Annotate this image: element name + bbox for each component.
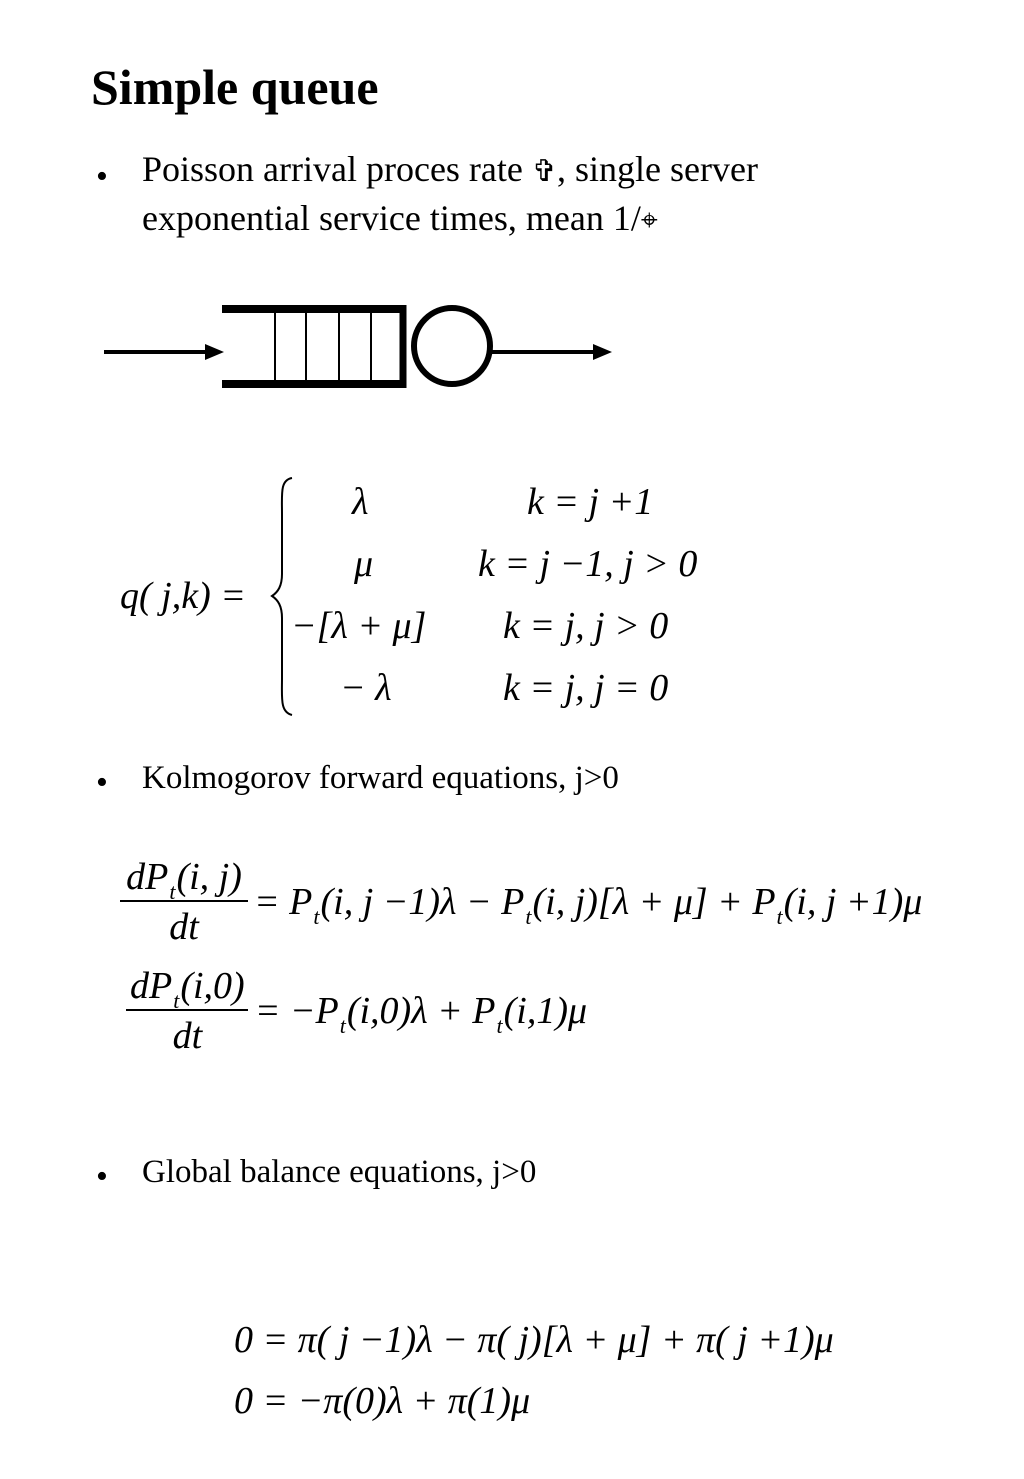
- bullet-1-text-c: exponential service times, mean 1/: [142, 198, 641, 238]
- k2-num-sub: t: [173, 988, 180, 1013]
- k1-num-d: dP: [126, 856, 169, 898]
- q-case-2-value: μ: [354, 543, 374, 585]
- k1-num-sub: t: [169, 879, 176, 904]
- q-case-3-condition: k = j, j > 0: [503, 605, 669, 647]
- bullet-1-text-b: , single server: [557, 149, 758, 189]
- k2-num-rest: (i,0): [180, 965, 245, 1007]
- k2-num-d: dP: [130, 965, 173, 1007]
- k2-r1-sub: t: [339, 1013, 346, 1038]
- crosshair-glyph-icon: ⌖: [640, 204, 658, 237]
- bullet-marker: •: [96, 158, 108, 195]
- q-case-1-value: λ: [352, 481, 369, 523]
- k2-den: dt: [126, 1009, 248, 1055]
- cross-glyph-icon: ✞: [531, 155, 558, 188]
- q-case-2-condition: k = j −1, j > 0: [478, 543, 698, 585]
- k2-r1: = −P: [254, 990, 339, 1032]
- bullet-1-text-a: Poisson arrival proces rate: [142, 149, 532, 189]
- k1-r1-sub: t: [313, 904, 320, 929]
- q-eq-lhs: q( j,k) =: [120, 575, 246, 617]
- left-brace-icon: [270, 474, 300, 719]
- q-case-4-condition: k = j, j = 0: [503, 667, 669, 709]
- q-case-1-condition: k = j +1: [527, 481, 654, 523]
- k2-r1-b: (i,0)λ + P: [346, 990, 496, 1032]
- k1-r3-sub: t: [776, 904, 783, 929]
- k2-r2-sub: t: [496, 1013, 503, 1038]
- k1-r1: = P: [254, 881, 313, 923]
- page-title: Simple queue: [91, 59, 379, 115]
- kolmogorov-eq-2: [126, 967, 587, 1055]
- kolmogorov-eq-1: [120, 858, 922, 946]
- k2-r2-b: (i,1)μ: [503, 990, 588, 1032]
- bullet-marker: •: [96, 1158, 108, 1195]
- bullet-2-text: Kolmogorov forward equations, j>0: [142, 760, 619, 796]
- queue-diagram: [0, 0, 1024, 450]
- balance-eq-2: 0 = −π(0)λ + π(1)μ: [234, 1380, 531, 1422]
- queue-buffer-icon: [222, 305, 405, 388]
- server-circle-icon: [414, 308, 490, 384]
- arrow-right-icon: [104, 344, 224, 360]
- k1-r1-b: (i, j −1)λ − P: [320, 881, 525, 923]
- kolmogorov-eq-1-fraction: [120, 858, 248, 946]
- bullet-3-text: Global balance equations, j>0: [142, 1154, 537, 1190]
- k1-r2-b: (i, j)[λ + μ] + P: [532, 881, 776, 923]
- q-case-4-value: − λ: [340, 667, 392, 709]
- k1-r2-sub: t: [525, 904, 532, 929]
- k1-r3-b: (i, j +1)μ: [783, 881, 923, 923]
- kolmogorov-eq-2-fraction: [126, 967, 249, 1055]
- q-case-3-value: −[λ + μ]: [291, 605, 427, 647]
- bullet-marker: •: [96, 764, 108, 801]
- arrow-right-icon: [490, 344, 612, 360]
- k1-den: dt: [120, 900, 248, 946]
- k1-num-rest: (i, j): [176, 856, 242, 898]
- balance-eq-1: 0 = π( j −1)λ − π( j)[λ + μ] + π( j +1)μ: [234, 1319, 834, 1361]
